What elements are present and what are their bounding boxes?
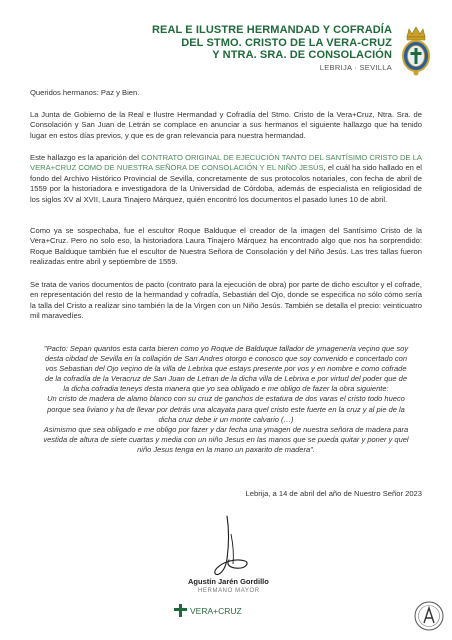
paragraph-2 <box>30 153 422 205</box>
contract-highlight: CONTRATO ORIGINAL DE EJECUCIÓN TANTO DEL SANTÍSIMO CRISTO DE LA VERA+CRUZ COMO DE NUESTRA SEÑORA DE CONSOLACIÓN Y EL NIÑO JESÚS <box>30 153 422 173</box>
logo-text: VERA+CRUZ <box>190 605 242 616</box>
paragraph-3: Como ya se sospechaba, fue el escultor Roque Balduque el creador de la imagen del Santísimo Cristo de la Vera+Cruz. Pero no solo eso, la historiadora Laura Tinajero Márquez ha encontrado algo que nos ha sorprendido: Roque Balduque también fue el escultor de Nuestra Señora de Consolación y del Niño Jesús. Las tres tallas fueron realizadas entre abril y septiembre de 1559. <box>30 226 422 267</box>
brotherhood-title <box>152 24 392 62</box>
handwritten-signature <box>205 514 260 579</box>
greeting: Queridos hermanos: Paz y Bien. <box>30 88 140 97</box>
letter-date: Lebrija, a 14 de abril del año de Nuestro Señor 2023 <box>245 489 422 498</box>
paragraph-2-body: , el cuál ha sido hallado en el fondo del Archivo Histórico Provincial de Sevilla, concretamente de sus protocolos notariales, con fecha de abril de 1559 por la historiadora e investigadora de la Universidad de Córdoba, además de especialista en religiosidad de los siglos XV al XVII, Laura Tinajero Márquez, quién encontró los documentos el pasado lunes 10 de abril. <box>30 163 422 204</box>
paragraph-4: Se trata de varios documentos de pacto (contrato para la ejecución de obra) por parte de dicho escultor y el cofrade, en representación del resto de la hermandad y cofradía, Sebastián del Ojo, donde se especifica no sólo cómo sería la talla del Cristo a realizar sino también la de la Virgen con un Niño Jesús. También se detalla el precio: veinticuatro mil maravedíes. <box>30 280 422 321</box>
seal-stamp-icon <box>413 600 445 632</box>
brotherhood-crest-icon <box>399 25 433 77</box>
title-line-3: Y NTRA. SRA. DE CONSOLACIÓN <box>212 49 392 61</box>
contract-quote <box>42 344 410 455</box>
paragraph-2-intro: Este hallazgo es la aparición del <box>30 153 142 162</box>
signer-role: HERMANO MAYOR <box>198 588 260 594</box>
green-cross-icon <box>174 604 187 617</box>
title-line-2: DEL STMO. CRISTO DE LA VERA-CRUZ <box>181 36 392 49</box>
location-subtitle: LEBRIJA · SEVILLA <box>319 63 392 72</box>
vera-cruz-logo <box>174 604 242 617</box>
paragraph-1: La Junta de Gobierno de la Real e Ilustre Hermandad y Cofradía del Stmo. Cristo de la Vera+Cruz, Ntra. Sra. de Consolación y San Juan de Letrán se complace en anunciar a sus hermanos el siguiente hallazgo que ha tenido lugar en estos días previos, y que es de gran relevancia para nuestra hermandad. <box>30 110 422 140</box>
signer-name: Agustín Jarén Gordillo <box>188 577 269 586</box>
title-line-1: REAL E ILUSTRE HERMANDAD Y COFRADÍA <box>151 24 392 36</box>
quote-part-3: Asimismo que sea obligado e me obligo por fazer y dar fecha una ymagen de nuestra señora de madera para vestida de altura de siete cuartas y media con un niño Jesus en las manos que se pueda quitar y poner y quel niño Jesus tenga en la mano un paxarito de madera". <box>43 424 409 454</box>
quote-part-2: Un cristo de madera de alamo blanco con su cruz de ganchos de estatura de dos varas el cristo todo hueco porque sea liviano y ha de llevar por detrás una alcayata para quel cristo este fuerte en la cruz y al pie de la dicha cruz debe ir un monte calvario (…) <box>47 394 405 424</box>
quote-part-1: "Pacto: Sepan quantos esta carta bieren como yo Roque de Balduque tallador de ymagenería veçino que soy desta cibdad de Sevilla en la collaçión de San Andres otorgo e conosco que soy convenido e concertado con vos Sebastian del Ojo veçino de la villa de Lebrixa que estays presente por vos y en nombre e como cofrade de la cofradía de la Veracruz de San Juan de Letran de la dicha villa de Lebrixa e por virtud del poder que de la dicha cofradia teneys desta manera que yo sea obligado e me obligo de fazer la obra siguiente: <box>43 344 409 394</box>
